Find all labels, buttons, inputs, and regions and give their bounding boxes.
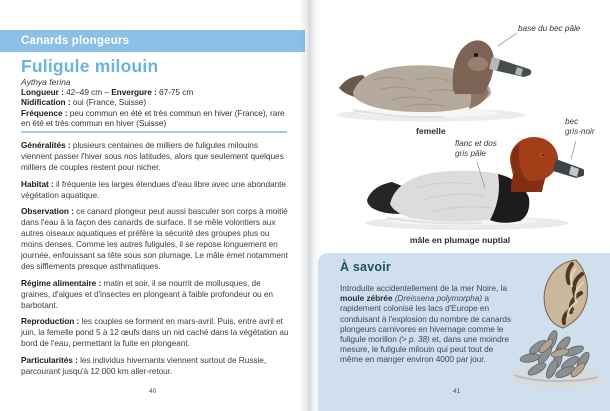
measurement-line-frequency: Fréquence : peu commun en été et très commun en hiver (France), rare en été et très commun en hiver (Suisse) (21, 107, 285, 129)
species-description (21, 140, 289, 382)
scientific-name: Aythya ferina (21, 77, 71, 87)
male-caption: mâle en plumage nuptial (409, 235, 511, 245)
paragraph-particularites: Particularités : les individus hivernants viennent surtout de Russie, parcourant jusqu'à 12 000 km aller-retour. (21, 354, 267, 376)
paragraph-reproduction: Reproduction : les couples se forment en mars-avril. Puis, entre avril et juin, la femelle pond 5 à 12 œufs dans un nid caché dans la végétation au bord de l'eau, permettant la fuite en plongeant. (21, 316, 289, 348)
paragraph-observation: Observation : ce canard plongeur peut aussi basculer son corps à moitié dans l'eau à la façon des canards de surface. Il se mêle volontiers aux autres oiseaux aquatiques et préfère la sécurité des groupes plus ou moins denses. Comme les autres fuligules, il se repose longuement en journée, enfouissant sa tête sous son plumage. Le mâle émet notamment des sifflements presque asthmatiques. (21, 206, 288, 271)
chapter-banner-label: Canards plongeurs (21, 35, 130, 47)
female-caption: femelle (416, 126, 446, 136)
male-flank-annotation: flanc et dos gris pâle (455, 139, 497, 158)
measurements-block (21, 87, 289, 129)
section-divider (21, 131, 287, 133)
page-number-left: 40 (149, 388, 157, 395)
female-bill-annotation: base du bec pâle (518, 24, 581, 33)
mussel-cluster-illustration (500, 325, 610, 391)
sidebar-a-savoir (318, 253, 610, 411)
page-number-right: 41 (453, 388, 461, 395)
measurement-line-size: Longueur : 42–49 cm – Envergure : 67-75 cm (21, 87, 194, 97)
male-bill-annotation: bec gris-noir (565, 117, 595, 136)
zebra-mussel-shell-illustration (526, 257, 594, 331)
sidebar-heading: À savoir (340, 260, 391, 274)
paragraph-regime-alimentaire: Régime alimentaire : matin et soir, il se nourrit de mollusques, de graines, d'algues et d'insectes en plongeant à faible profondeur ou en barbotant. (21, 277, 273, 310)
sidebar-text: Introduite accidentellement de la mer Noire, la moule zébrée (Dreissena polymorpha) a rapidement colonisé les lacs d'Europe en conduisant à l'explosion du nombre de canards plongeurs carnivores en hivernage comme le fuligule morillon (> p. 38) et, dans une moindre mesure, le fuligule milouin qui peut tout de même en manger environ 4000 par jour. (340, 283, 511, 365)
measurement-line-nesting: Nidification : oui (France, Suisse) (21, 97, 147, 108)
paragraph-habitat: Habitat : il fréquente les larges étendues d'eau libre avec une abondante végétation aquatique. (21, 178, 286, 200)
paragraph-generalites: Généralités : plusieurs centaines de milliers de fuligules milouins viennent passer l'hiver sous nos latitudes, alors que seulement quelques milliers de couples restent pour nicher. (21, 140, 284, 172)
chapter-banner (0, 30, 305, 52)
species-title: Fuligule milouin (21, 56, 159, 76)
